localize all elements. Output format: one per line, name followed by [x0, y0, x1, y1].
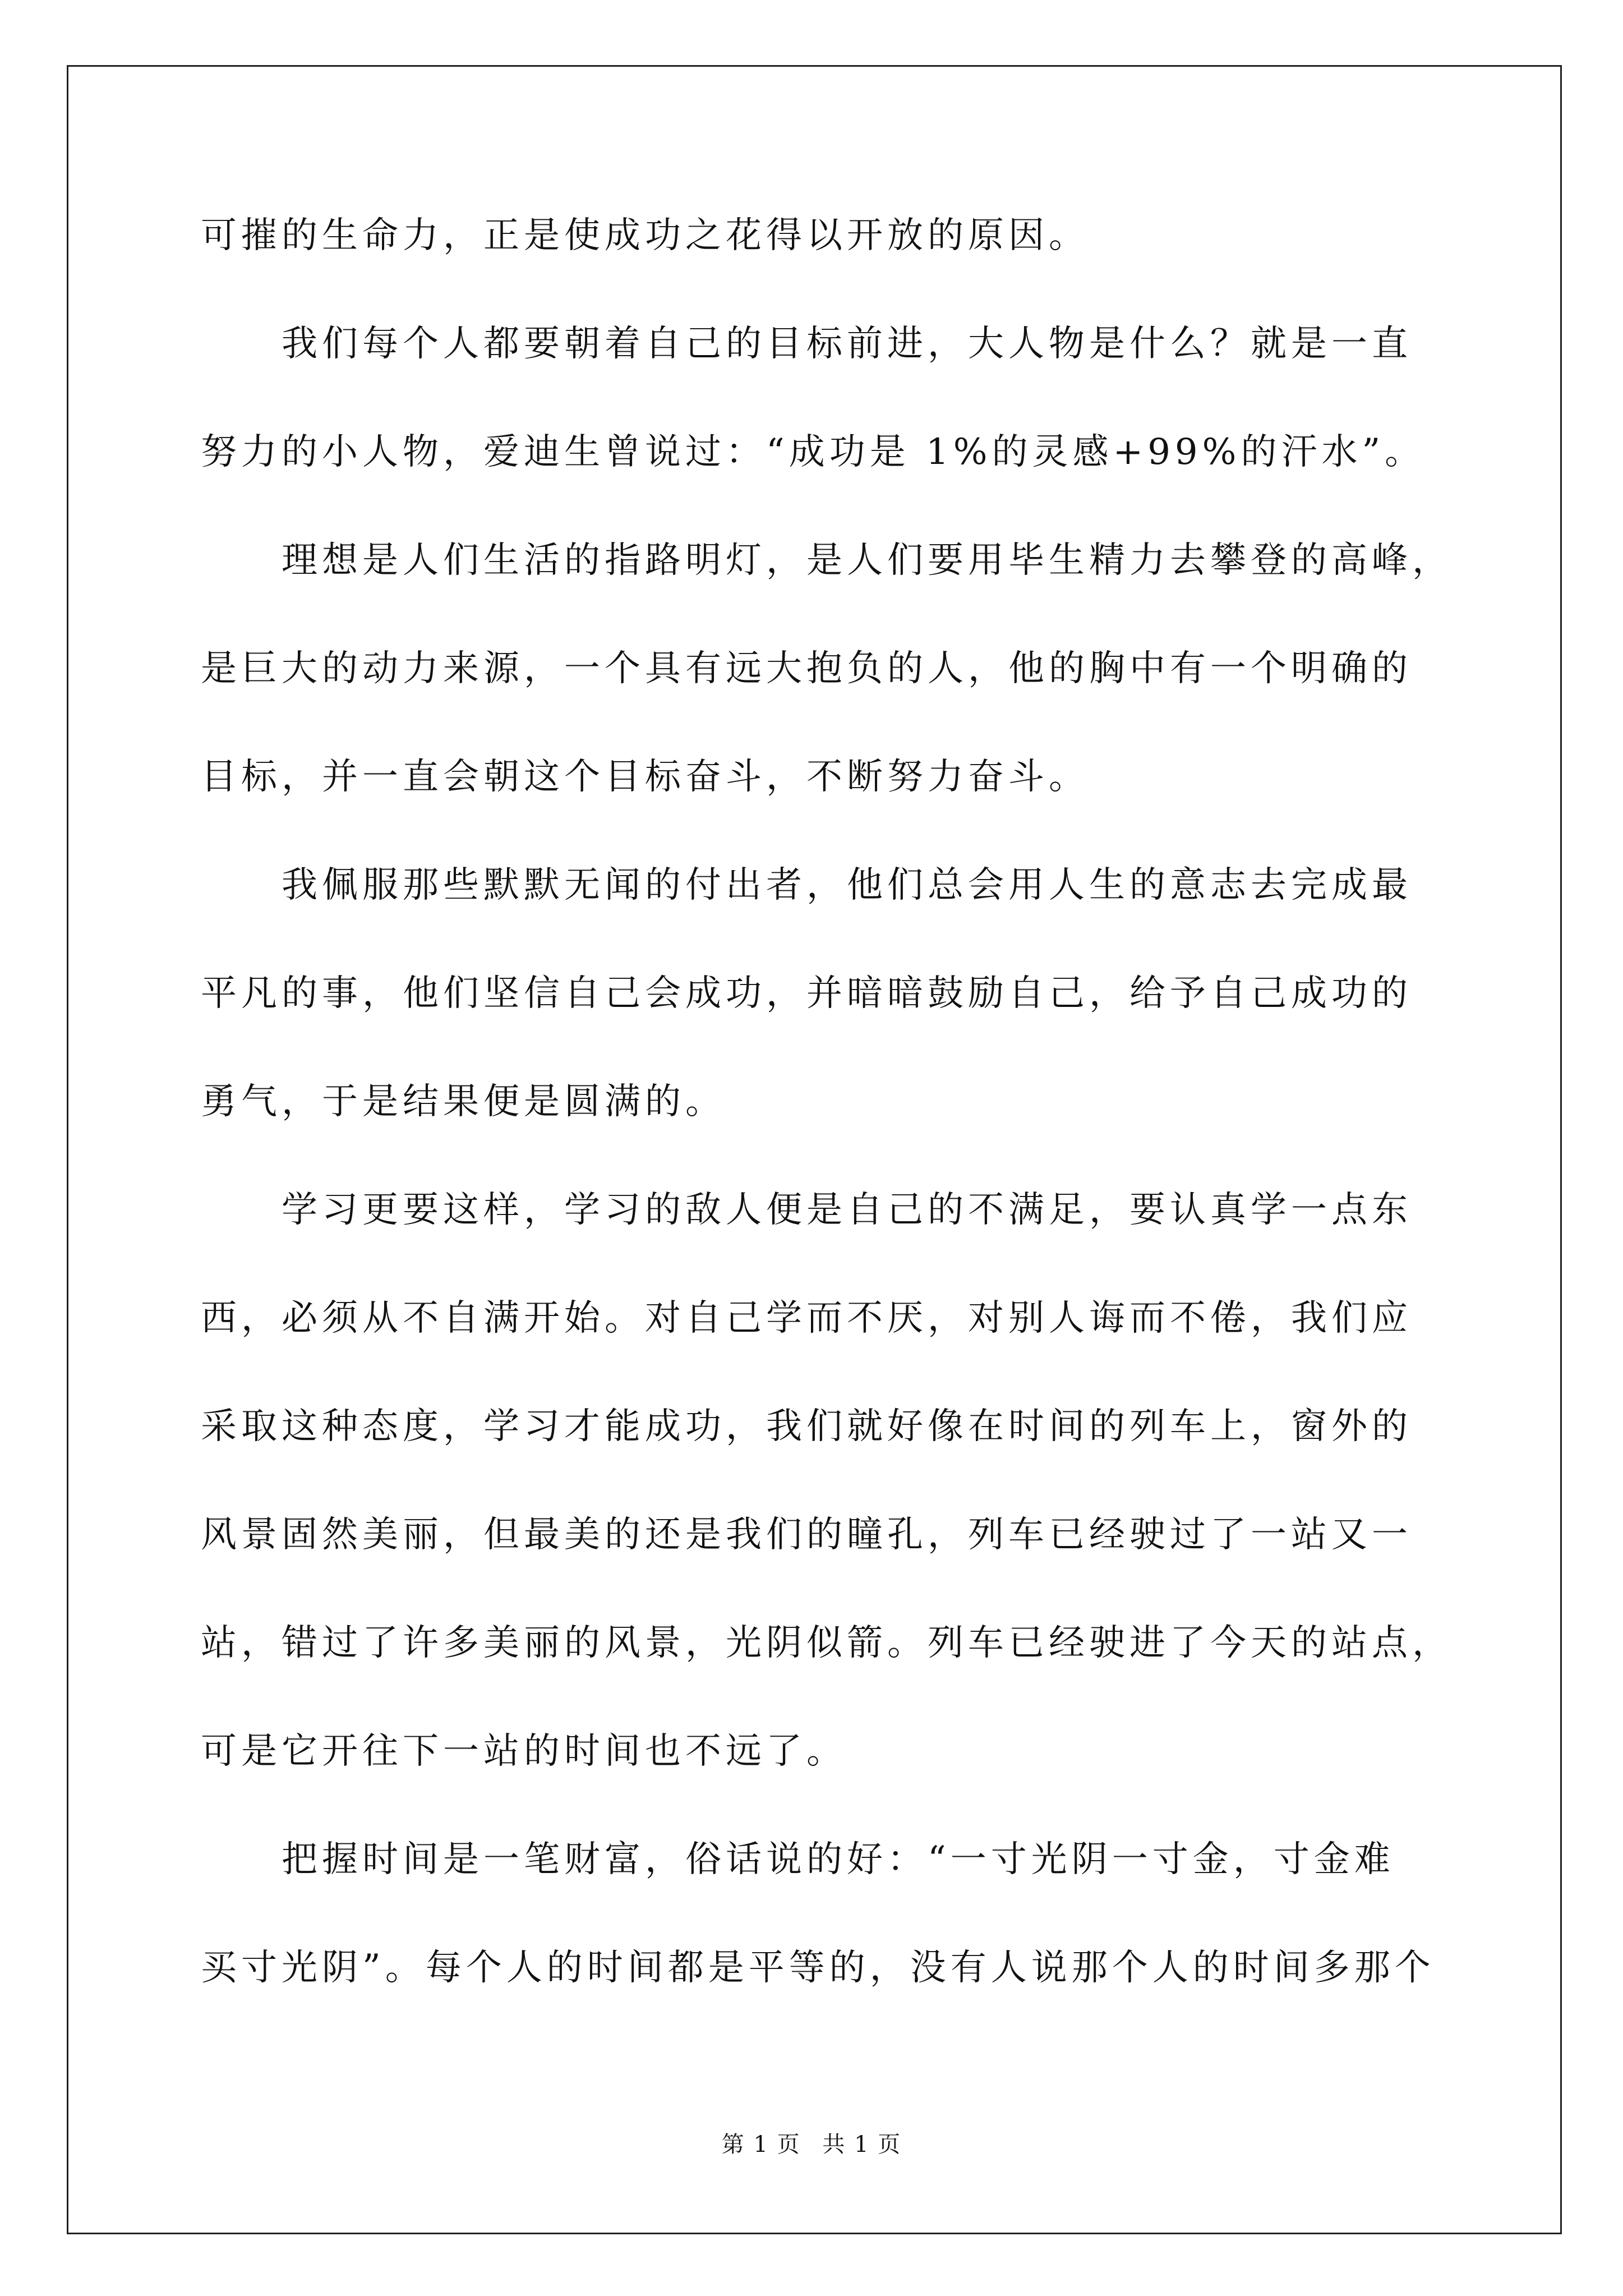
- text-line: 把握时间是一笔财富，俗话说的好：“一寸光阴一寸金，寸金难: [201, 1839, 1395, 1880]
- text-line: 可摧的生命力，正是使成功之花得以开放的原因。: [201, 215, 1089, 256]
- text-line: 采取这种态度，学习才能成功，我们就好像在时间的列车上，窗外的: [201, 1406, 1412, 1447]
- text-line: 站，错过了许多美丽的风景，光阴似箭。列车已经驶进了今天的站点，: [201, 1622, 1453, 1664]
- text-line: 理想是人们生活的指路明灯，是人们要用毕生精力去攀登的高峰，: [201, 540, 1453, 581]
- text-line: 平凡的事，他们坚信自己会成功，并暗暗鼓励自己，给予自己成功的: [201, 973, 1412, 1014]
- text-line: 努力的小人物，爱迪生曾说过：“成功是 1%的灵感+99%的汗水”。: [201, 431, 1426, 473]
- page-border: [67, 65, 1562, 2234]
- text-line: 风景固然美丽，但最美的还是我们的瞳孔，列车已经驶过了一站又一: [201, 1514, 1412, 1556]
- page-footer: [0, 2129, 1623, 2160]
- text-line: 可是它开往下一站的时间也不远了。: [201, 1731, 847, 1772]
- text-line: 是巨大的动力来源，一个具有远大抱负的人，他的胸中有一个明确的: [201, 648, 1412, 689]
- text-line: 我们每个人都要朝着自己的目标前进，大人物是什么？就是一直: [201, 323, 1412, 365]
- text-line: 我佩服那些默默无闻的付出者，他们总会用人生的意志去完成最: [201, 864, 1412, 906]
- text-line: 目标，并一直会朝这个目标奋斗，不断努力奋斗。: [201, 756, 1089, 798]
- text-line: 买寸光阴”。每个人的时间都是平等的，没有人说那个人的时间多那个: [201, 1947, 1435, 1989]
- page-number: 第 1 页: [721, 2132, 801, 2157]
- text-line: 学习更要这样，学习的敌人便是自己的不满足，要认真学一点东: [201, 1189, 1412, 1231]
- page-total: 共 1 页: [822, 2132, 902, 2157]
- text-line: 西，必须从不自满开始。对自己学而不厌，对别人诲而不倦，我们应: [201, 1297, 1412, 1339]
- text-line: 勇气，于是结果便是圆满的。: [201, 1081, 726, 1122]
